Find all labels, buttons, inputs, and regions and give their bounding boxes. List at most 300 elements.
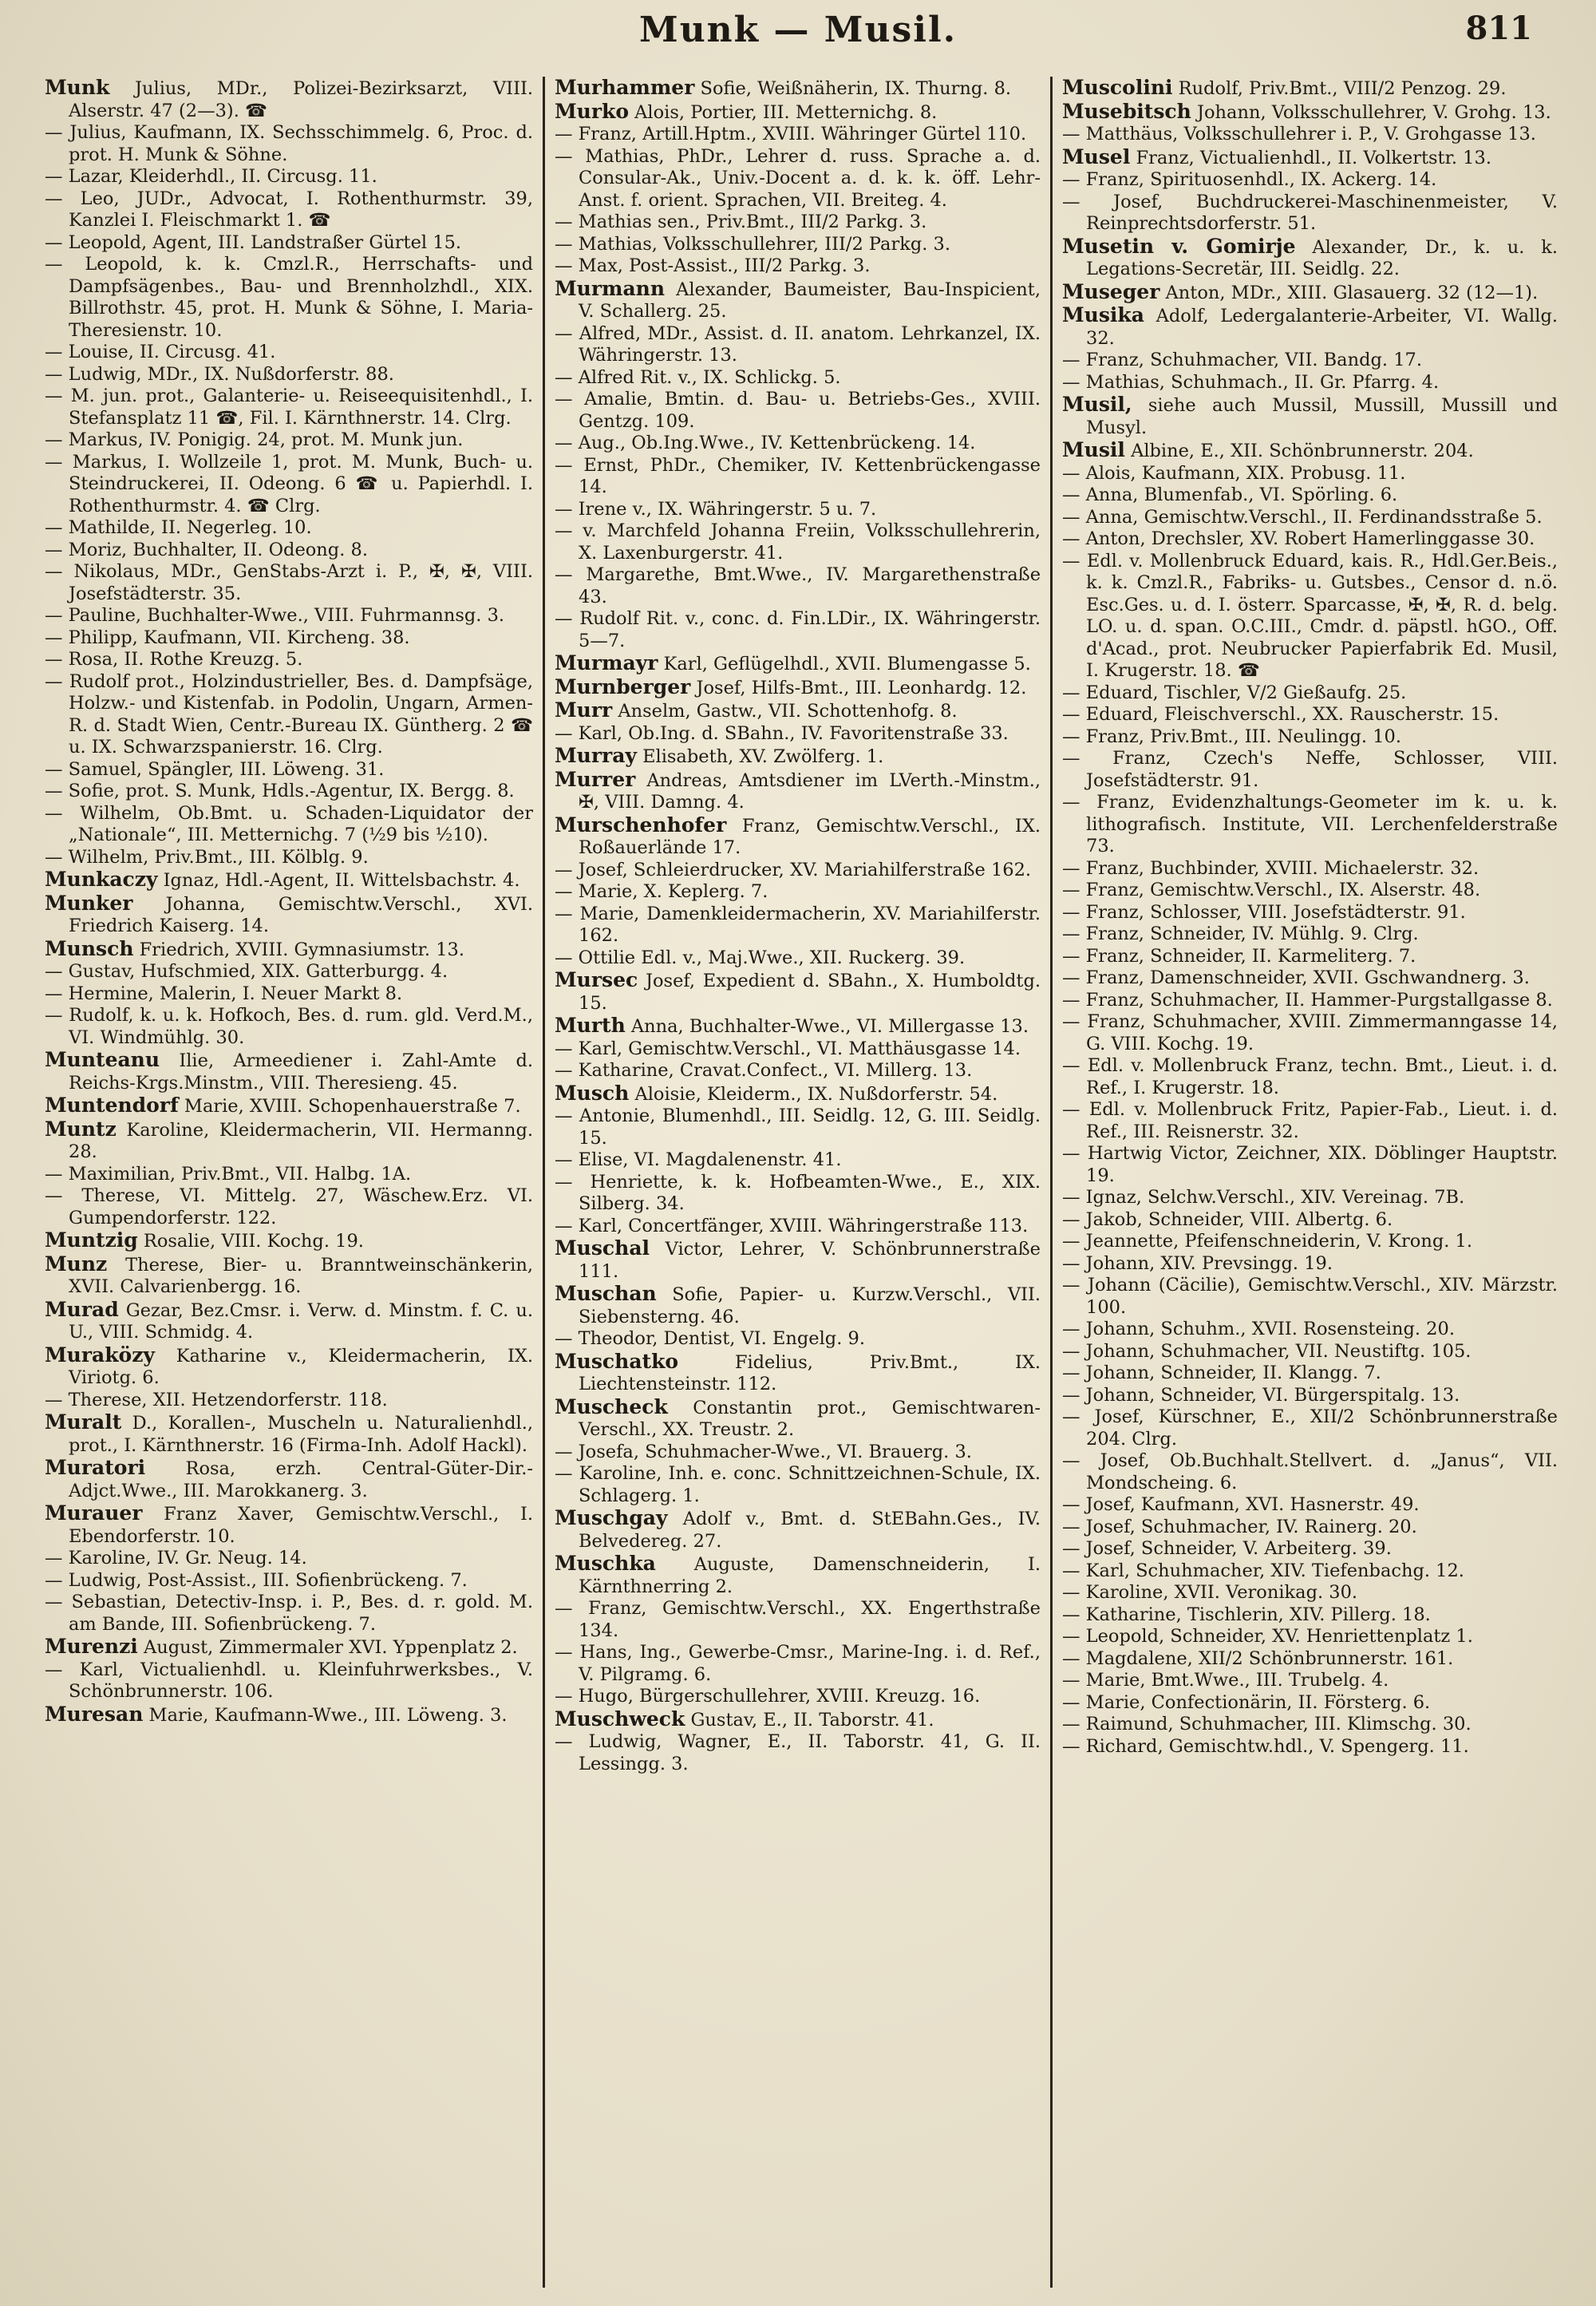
entry-details: Buchhalter-Wwe., VIII. Fuhrmannsg. 3. [141,605,505,626]
entry-details: Ob.Ing.Wwe., IV. Kettenbrückeng. 14. [626,433,976,453]
entry-name: — Irene [555,498,627,520]
entry-name: Musetin v. Gomirje [1062,234,1296,258]
entry-name: — Edl. v. Mollenbruck [1062,1099,1273,1120]
directory-entry [1062,682,1558,705]
entry-name: — Hugo, [555,1686,634,1707]
directory-entry [1062,1385,1558,1407]
directory-entry [555,969,1041,1015]
entry-details: Ing., Gewerbe-Cmsr., Marine-Ing. i. d. Ref., V. Pilgramg. 6. [579,1642,1041,1685]
entry-details: Artill.Hptm., XVIII. Währinger Gürtel 110. [636,124,1027,144]
entry-name: Musch [555,1081,630,1105]
entry-name: Murad [45,1297,119,1321]
entry-details: Kleiderhdl., II. Circusg. 11. [123,166,377,187]
entry-details: I. Wollzeile 1, prot. M. Munk, Buch- u. Steindruckerei, II. Odeong. 6 ☎ u. Papierhdl. I. Rothenthurmstr. 4. ☎ Clrg. [69,451,533,516]
directory-entry [1062,1319,1558,1341]
directory-entry [555,77,1041,101]
entry-details: Rit. v., conc. d. Fin.LDir., IX. Währingerstr. 5—7. [579,608,1041,651]
directory-entry [45,1457,533,1502]
directory-entry [45,517,533,540]
directory-entry [555,860,1041,882]
entry-name: — Ignaz, [1062,1187,1142,1208]
entry-details: Josef, Expedient d. SBahn., X. Humboldtg. 15. [579,971,1041,1014]
directory-entry [45,847,533,869]
entry-details: k. k. Cmzl.R., Herrschafts- und Dampfsägenbes., Bau- und Brennholzhdl., XIX. Billrothstr. 45, prot. H. Munk & Söhne, I. Maria-Theresienstr. 10. [69,254,533,341]
entry-details: Victualienhdl. u. Kleinfuhrwerksbes., V. Schönbrunnerstr. 106. [69,1659,533,1702]
entry-name: — Leopold, [45,254,164,275]
directory-entry [1062,726,1558,749]
entry-name: — Karl, [45,1659,124,1680]
entry-details: Franz, Victualienhdl., II. Volkertstr. 13. [1130,147,1491,168]
entry-name: — Ottilie [555,947,636,968]
entry-details: siehe auch Mussil, Mussill, Mussill und Musyl. [1086,395,1558,438]
entry-name: Murr [555,698,613,722]
entry-details: Blumenfab., VI. Spörling. 6. [1138,485,1398,505]
entry-details: Kaufmann, XVI. Hasnerstr. 49. [1135,1494,1420,1515]
entry-details: Gemischtw.Verschl., VI. Matthäusgasse 14. [622,1038,1021,1059]
entry-details: Schlosser, VIII. Josefstädterstr. 91. [1144,901,1466,923]
entry-name: Muschka [555,1552,656,1575]
entry-name: Murmayr [555,651,658,674]
directory-entry [555,564,1041,608]
column-1 [35,77,543,2288]
entry-details: Gemischtw.Verschl., II. Ferdinandsstraße 5. [1138,506,1543,528]
entry-name: Muratori [45,1456,146,1479]
directory-entry [45,671,533,759]
directory-entry [45,429,533,452]
entry-name: — Pauline, [45,605,142,626]
entry-details: IV. Gr. Neug. 14. [151,1548,307,1568]
entry-details: Evidenzhaltungs-Geometer im k. u. k. lithografisch. Institute, VII. Lerchenfelderstraße 73. [1086,792,1558,856]
entry-details: Fritz, Papier-Fab., Lieut. i. d. Ref., III. Reisnerstr. 32. [1086,1099,1558,1142]
entry-name: — Franz, [1062,726,1144,747]
entry-name: — Ludwig, [45,363,142,385]
directory-entry [1062,235,1558,281]
entry-name: — Josef, [1062,1538,1136,1559]
entry-details: Ilie, Armeediener i. Zahl-Amte d. Reichs-Krgs.Minstm., VIII. Theresieng. 45. [69,1050,533,1094]
entry-details: II. Negerleg. 10. [155,517,312,538]
directory-entry [45,188,533,232]
entry-details: II. Circusg. 41. [133,342,276,362]
entry-details: Priv.Bmt., III. Neulingg. 10. [1144,726,1401,747]
directory-entry [555,1507,1041,1552]
directory-entry [45,1344,533,1390]
entry-details: Victor, Zeichner, XIX. Döblinger Hauptstr. 19. [1086,1143,1558,1186]
directory-entry [555,947,1041,970]
directory-entry [45,983,533,1006]
entry-details: Kaufmann, VII. Kircheng. 38. [137,627,410,648]
entry-name: — Karoline, [555,1463,662,1484]
entry-name: — Nikolaus, [45,561,160,582]
directory-entry [1062,281,1558,305]
entry-details: Alexander, Baumeister, Bau-Inspicient, V. Schallerg. 25. [579,279,1041,322]
directory-entry [1062,350,1558,372]
entry-name: — Philipp, [45,627,138,648]
directory-entry [45,803,533,847]
entry-details: X. Keplerg. 7. [638,881,768,902]
entry-details: Ob.Ing. d. SBahn., IV. Favoritenstraße 33. [622,722,1009,744]
entry-details: Schneider, VI. Bürgerspitalg. 13. [1155,1384,1460,1406]
entry-name: — Samuel, [45,758,142,780]
entry-details: Constantin prot., Gemischtwaren-Verschl., XX. Treustr. 2. [579,1397,1041,1440]
directory-entry [1062,439,1558,463]
entry-details: Anselm, Gastw., VII. Schottenhofg. 8. [612,701,958,722]
directory-entry [555,1686,1041,1708]
entry-name: — Josef, [1062,1494,1136,1515]
running-head: Munk — Musil. [638,10,958,50]
columns-container [35,77,1567,2288]
directory-entry [45,961,533,983]
entry-details: Kaufmann, XIX. Probusg. 11. [1136,462,1406,484]
directory-entry [1062,1736,1558,1758]
entry-name: Munsch [45,936,134,960]
entry-name: — Josef, [1062,1450,1150,1471]
entry-details: Franz, techn. Bmt., Lieut. i. d. Ref., I. Krugerstr. 18. [1086,1055,1558,1098]
entry-name: — v. Marchfeld [555,520,701,541]
directory-entry [45,1094,533,1118]
entry-name: Musel [1062,144,1131,168]
directory-entry [45,1185,533,1229]
directory-entry [45,364,533,386]
entry-details: Julius, MDr., Polizei-Bezirksarzt, VIII. Alserstr. 47 (2—3). ☎ [69,78,533,121]
directory-entry [45,605,533,627]
directory-entry [1062,485,1558,507]
entry-details: Kürschner, E., XII/2 Schönbrunnerstraße 204. Clrg. [1086,1406,1558,1450]
entry-name: Murenzi [45,1635,138,1658]
entry-name: — Josef, [1062,1406,1144,1427]
entry-details: Detectiv-Insp. i. P., Bes. d. r. gold. M. am Bande, III. Sofienbrückeng. 7. [69,1592,533,1635]
directory-entry [555,608,1041,652]
directory-entry [1062,192,1558,235]
entry-details: Kaufmann, IX. Sechsschimmelg. 6, Proc. d. prot. H. Munk & Söhne. [69,122,534,165]
entry-details: Schuhmacher, VII. Neustiftg. 105. [1155,1340,1472,1362]
directory-entry [45,1299,533,1344]
entry-details: Agent, III. Landstraßer Gürtel 15. [147,231,462,253]
entry-details: Albine, E., XII. Schönbrunnerstr. 204. [1124,441,1474,461]
directory-entry [1062,1714,1558,1736]
entry-details: Marie, XVIII. Schopenhauerstraße 7. [178,1096,521,1117]
entry-name: — Aug., [555,433,626,453]
entry-name: — Richard, [1062,1735,1163,1757]
entry-details: Schuhmach., II. Gr. Pfarrg. 4. [1164,371,1440,393]
entry-details: Therese, Bier- u. Branntweinschänkerin, XVII. Calvarienbergg. 16. [69,1254,533,1297]
directory-entry [1062,551,1558,682]
entry-name: Murauer [45,1501,143,1525]
directory-entry [1062,394,1558,439]
entry-name: Muschgay [555,1506,668,1529]
entry-name: — Johann, [1062,1384,1156,1406]
entry-name: — Franz, [1062,792,1156,813]
directory-entry [555,1082,1041,1106]
entry-name: — Anna, [1062,506,1139,528]
directory-entry [555,652,1041,676]
entry-name: Mursec [555,968,638,991]
directory-entry [45,452,533,518]
directory-entry [555,881,1041,904]
directory-entry [45,254,533,342]
entry-details: MDr., GenStabs-Arzt i. P., ✠, ✠, VIII. Josefstädterstr. 35. [69,561,533,604]
entry-details: Andreas, Amtsdiener im LVerth.-Minstm., ✠, VIII. Damng. 4. [579,769,1041,813]
entry-details: Gemischtw.Verschl., XX. Engerthstraße 134. [579,1598,1041,1641]
entry-name: — Josefa, [555,1441,639,1462]
entry-name: — Anton, [1062,528,1146,549]
entry-name: — M. jun. [45,386,138,406]
entry-details: PhDr., Lehrer d. russ. Sprache a. d. Consular-Ak., Univ.-Docent a. d. k. k. öff. Lehr-Anst. f. orient. Sprachen, VII. Breiteg. 4. [579,145,1041,211]
entry-name: Museger [1062,279,1160,303]
entry-details: PhDr., Chemiker, IV. Kettenbrückengasse 14. [579,454,1041,497]
entry-name: — Matthäus, [1062,124,1179,144]
directory-entry [45,342,533,364]
entry-details: Bmt.Wwe., III. Trubelg. 4. [1145,1670,1389,1691]
entry-name: — Henriette, [555,1171,684,1193]
entry-name: Muschan [555,1282,657,1305]
directory-entry [555,101,1041,125]
directory-entry [555,1149,1041,1172]
directory-entry [555,124,1041,146]
entry-name: — Katharine, [555,1060,674,1081]
entry-details: Buchbinder, XVIII. Michaelerstr. 32. [1144,857,1479,879]
entry-details: Schneider, IV. Mühlg. 9. Clrg. [1144,924,1419,944]
entry-details: Tischler, V/2 Gießaufg. 25. [1158,682,1407,703]
directory-entry [45,1502,533,1548]
entry-name: — Rudolf [45,670,129,692]
entry-name: — Franz, [1062,748,1171,769]
directory-entry [555,745,1041,769]
entry-name: — Edl. v. Mollenbruck [1062,550,1266,572]
entry-name: Muscheck [555,1394,668,1418]
directory-entry [1062,1406,1558,1450]
entry-details: sen., Priv.Bmt., III/2 Parkg. 3. [651,212,927,232]
directory-entry [1062,169,1558,192]
directory-entry [45,1390,533,1412]
entry-details: Adolf, Ledergalanterie-Arbeiter, VI. Wallg. 32. [1086,306,1558,349]
directory-entry [555,723,1041,746]
entry-details: Aloisie, Kleiderm., IX. Nußdorferstr. 54. [629,1083,998,1105]
directory-entry [1062,1099,1558,1143]
directory-entry [1062,1341,1558,1363]
entry-details: Elisabeth, XV. Zwölferg. 1. [636,746,884,767]
entry-name: Musil, [1062,393,1132,416]
entry-name: — Therese, [45,1389,148,1410]
directory-entry [1062,1011,1558,1055]
entry-details: IV. Ponigig. 24, prot. M. Munk jun. [143,429,464,450]
entry-name: — Alois, [1062,462,1136,484]
directory-entry [1062,704,1558,726]
entry-name: Muschal [555,1236,650,1260]
entry-details: D., Korallen-, Muscheln u. Naturalienhdl., prot., I. Kärnthnerstr. 16 (Firma-Inh. Adolf Hackl). [69,1413,533,1456]
entry-details: Eduard, kais. R., Hdl.Ger.Beis., k. k. Cmzl.R., Fabriks- u. Gutsbes., Censor d. n.ö. Esc.Ges. u. d. I. österr. Sparcasse, ✠, ✠, R. d. belg. LO. u. d. span. O.C.III., Cmdr. d. päpstl. hGO., Off. d'Acad., prot. Neubrucker Papierfabrik Ed. Musil, I. Krugerstr. 18. ☎ [1086,550,1558,681]
directory-entry [555,676,1041,700]
entry-name: — Markus, [45,429,144,450]
directory-entry [1062,304,1558,350]
directory-entry [555,255,1041,278]
entry-details: Schuhmacher, II. Hammer-Purgstallgasse 8. [1144,989,1553,1011]
entry-name: — Karoline, [45,1548,152,1568]
entry-name: — Magdalene, [1062,1647,1193,1669]
directory-entry [555,1463,1041,1507]
entry-name: — Johann, [1062,1340,1156,1362]
entry-name: — Josef, [555,859,628,880]
entry-name: Munker [45,891,133,915]
entry-details: Johanna, Gemischtw.Verschl., XVI. Friedrich Kaiserg. 14. [69,893,533,936]
entry-details: Adolf v., Bmt. d. StEBahn.Ges., IV. Belvedereg. 27. [579,1509,1041,1552]
directory-entry [555,367,1041,390]
entry-details: Schneider, XV. Henriettenplatz 1. [1164,1626,1473,1647]
directory-entry [45,77,533,122]
directory-entry [555,699,1041,723]
entry-name: — Hartwig [1062,1143,1163,1164]
directory-entry [45,1636,533,1659]
entry-name: — Jakob, [1062,1208,1143,1230]
entry-name: — Franz, [555,1598,647,1619]
entry-details: Spängler, III. Löweng. 31. [141,758,385,780]
entry-name: Murrer [555,767,636,791]
directory-entry [1062,902,1558,924]
entry-details: Edl. v., Maj.Wwe., XII. Ruckerg. 39. [635,947,966,968]
entry-details: Karoline, Kleidermacherin, VII. Hermanng. 28. [69,1119,533,1162]
entry-name: — Johann [1062,1275,1152,1295]
entry-name: — Marie, [1062,1691,1146,1713]
directory-entry [555,1216,1041,1238]
directory-entry [1062,946,1558,968]
entry-name: Muschatko [555,1349,679,1373]
entry-name: — Ernst, [555,454,639,476]
directory-entry [555,323,1041,367]
entry-details: Ignaz, Hdl.-Agent, II. Wittelsbachstr. 4. [157,870,520,891]
entry-details: MDr., IX. Nußdorferstr. 88. [141,363,394,385]
directory-entry [1062,463,1558,485]
entry-details: XII. Hetzendorferstr. 118. [147,1389,388,1410]
directory-entry [45,1049,533,1094]
entry-details: Gezar, Bez.Cmsr. i. Verw. d. Minstm. f. C. u. U., VIII. Schmidg. 4. [69,1299,533,1343]
directory-entry [1062,1692,1558,1715]
entry-details: MDr., Assist. d. II. anatom. Lehrkanzel, IX. Währingerstr. 13. [579,322,1041,366]
entry-details: Post-Assist., III. Sofienbrückeng. 7. [141,1569,468,1591]
directory-entry [1062,748,1558,792]
directory-entry [1062,1560,1558,1583]
directory-entry [45,540,533,562]
directory-entry [555,1060,1041,1082]
entry-details: Bmt.Wwe., IV. Margarethenstraße 43. [579,564,1041,607]
entry-name: — Sebastian, [45,1592,167,1612]
entry-details: prot., Holzindustrieller, Bes. d. Dampfsäge, Holzw.- und Kistenfab. in Podolin, Ungarn, Armen-R. d. Stadt Wien, Centr.-Bureau IX. Güntherg. 2 ☎ u. IX. Schwarzspanierstr. 16. Clrg. [69,670,533,757]
entry-details: Sofie, Papier- u. Kurzw.Verschl., VII. Siebensterng. 46. [579,1284,1041,1327]
entry-details: Victor, Lehrer, V. Schönbrunnerstraße 111. [579,1239,1041,1282]
directory-entry [1062,1517,1558,1539]
entry-name: — Amalie, [555,389,654,409]
entry-details: Gustav, E., II. Taborstr. 41. [685,1709,934,1730]
entry-name: — Katharine, [1062,1604,1182,1625]
entry-details: Alois, Portier, III. Metternichg. 8. [629,101,938,123]
directory-entry [555,1106,1041,1149]
entry-details: Tischlerin, XIV. Pillerg. 18. [1181,1604,1431,1625]
entry-details: Schuhmacher, XIV. Tiefenbachg. 12. [1129,1560,1464,1581]
entry-details: Franz, Gemischtw.Verschl., IX. Roßauerlände 17. [579,815,1041,858]
entry-name: — Sofie, [45,781,120,801]
entry-details: Bmtin. d. Bau- u. Betriebs-Ges., XVIII. Gentzg. 109. [579,389,1041,432]
directory-entry [555,1552,1041,1598]
entry-name: — Leopold, [45,231,148,253]
entry-details: Franz Xaver, Gemischtw.Verschl., I. Ebendorferstr. 10. [69,1504,533,1547]
entry-details: Johanna Freiin, Volksschullehrerin, X. Laxenburgerstr. 41. [579,520,1041,564]
directory-entry [555,814,1041,860]
entry-details: Damenschneider, XVII. Gschwandnerg. 3. [1144,967,1530,988]
directory-entry [555,1237,1041,1283]
entry-name: — Johann, [1062,1363,1156,1383]
directory-entry [1062,146,1558,170]
entry-name: Murhammer [555,77,695,99]
entry-details: Auguste, Damenschneiderin, I. Kärnthnerring 2. [579,1554,1041,1597]
directory-entry [555,1708,1041,1732]
entry-details: Schuhmacher, VII. Bandg. 17. [1144,350,1422,370]
entry-name: Musil [1062,438,1125,461]
entry-details: Sofie, Weißnäherin, IX. Thurng. 8. [694,78,1012,99]
entry-details: JUDr., Advocat, I. Rothenthurmstr. 39, Kanzlei I. Fleischmarkt 1. ☎ [69,188,534,231]
entry-name: — Franz, [1062,857,1144,879]
directory-entry [45,1164,533,1186]
entry-name: — Josef, [1062,191,1163,212]
entry-details: (Cäcilie), Gemischtw.Verschl., XIV. Märzstr. 100. [1086,1275,1558,1318]
directory-entry [555,455,1041,499]
directory-entry [555,1731,1041,1775]
entry-name: — Antonie, [555,1106,656,1126]
entry-name: — Marie, [555,881,638,902]
directory-entry [555,769,1041,814]
entry-name: Musika [1062,303,1144,326]
entry-details: Schuhmacher, III. Klimschg. 30. [1173,1714,1472,1734]
directory-entry [1062,1494,1558,1517]
directory-entry [1062,1626,1558,1648]
directory-entry [1062,924,1558,946]
entry-name: Murray [555,744,637,767]
entry-details: Concertfänger, XVIII. Währingerstraße 113. [622,1215,1029,1236]
directory-entry [1062,880,1558,902]
directory-entry [1062,101,1558,125]
entry-name: Munteanu [45,1048,160,1071]
entry-details: Cravat.Confect., VI. Millerg. 13. [674,1060,973,1081]
entry-name: — Anna, [1062,485,1139,505]
entry-name: — Hermine, [45,983,154,1004]
directory-entry [555,1642,1041,1686]
entry-details: Ob.Bmt. u. Schaden-Liquidator der „Nationale“, III. Metternichg. 7 (½9 bis ½10). [69,802,533,845]
directory-entry [1062,1253,1558,1276]
entry-name: — Mathias, [1062,371,1165,393]
entry-details: Schuhmacher, IV. Rainerg. 20. [1135,1516,1417,1537]
directory-entry [45,938,533,962]
entry-name: — Max, [555,255,623,276]
entry-name: — Franz, [1062,350,1144,370]
entry-details: Selchw.Verschl., XIV. Vereinag. 7B. [1141,1187,1465,1208]
directory-entry [1062,124,1558,146]
entry-name: Muntz [45,1117,117,1141]
entry-name: — Johann, [1062,1252,1156,1274]
entry-name: Murschenhofer [555,813,727,837]
directory-entry [45,627,533,650]
entry-details: Hufschmied, XIX. Gatterburgg. 4. [135,961,448,982]
entry-details: Blumenhdl., III. Seidlg. 12, G. III. Seidlg. 15. [579,1106,1041,1149]
directory-entry [1062,1143,1558,1187]
entry-details: Schneider, V. Arbeiterg. 39. [1135,1538,1392,1559]
directory-entry [1062,1648,1558,1671]
directory-entry [1062,967,1558,990]
entry-details: Alexander, Dr., k. u. k. Legations-Secretär, III. Seidlg. 22. [1086,236,1558,279]
column-3 [1050,77,1567,2288]
directory-entry [45,1592,533,1636]
entry-name: — Mathias, [555,145,665,167]
entry-details: Malerin, I. Neuer Markt 8. [153,983,403,1004]
entry-name: — Franz, [1062,880,1144,900]
entry-details: XVII. Veronikag. 30. [1168,1582,1358,1603]
entry-details: Anna, Buchhalter-Wwe., VI. Millergasse 13. [625,1016,1029,1037]
